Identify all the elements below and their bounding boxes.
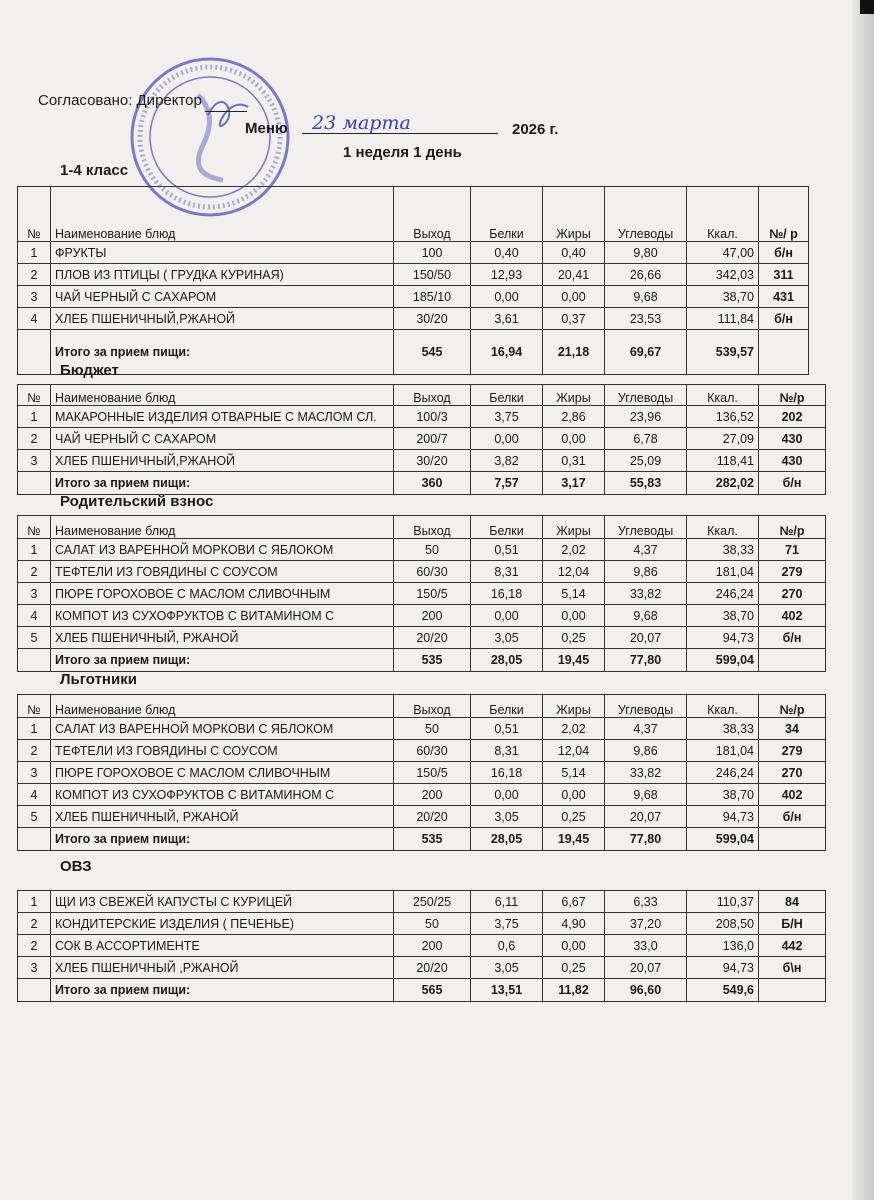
table-cell: ЧАЙ ЧЕРНЫЙ С САХАРОМ bbox=[51, 428, 394, 450]
table-cell: 1 bbox=[18, 242, 51, 264]
table-header-row bbox=[18, 385, 826, 406]
table-cell: 20/20 bbox=[394, 627, 471, 649]
table-cell: 0,25 bbox=[543, 627, 605, 649]
table-row bbox=[18, 740, 826, 762]
week-day-label: 1 неделя 1 день bbox=[343, 144, 462, 161]
table-cell: 539,57 bbox=[687, 330, 759, 375]
table-total-row bbox=[18, 828, 826, 851]
table-row bbox=[18, 428, 826, 450]
table-row bbox=[18, 583, 826, 605]
table-cell: 19,45 bbox=[543, 828, 605, 851]
table-cell: 0,00 bbox=[471, 605, 543, 627]
table-cell: КОМПОТ ИЗ СУХОФРУКТОВ С ВИТАМИНОМ С bbox=[51, 605, 394, 627]
table-cell: 282,02 bbox=[687, 472, 759, 495]
table-total-row bbox=[18, 649, 826, 672]
table-cell: 20,41 bbox=[543, 264, 605, 286]
table-cell: 246,24 bbox=[687, 583, 759, 605]
table-row bbox=[18, 561, 826, 583]
table-cell: 200 bbox=[394, 605, 471, 627]
table-cell: 50 bbox=[394, 539, 471, 561]
table-cell: ХЛЕБ ПШЕНИЧНЫЙ, РЖАНОЙ bbox=[51, 806, 394, 828]
table-cell: 208,50 bbox=[687, 913, 759, 935]
section-title: Бюджет bbox=[60, 362, 119, 379]
table-cell: 12,04 bbox=[543, 561, 605, 583]
table-cell: №/р bbox=[759, 695, 826, 718]
table-cell: б/н bbox=[759, 242, 809, 264]
table-cell: 311 bbox=[759, 264, 809, 286]
table-cell: 202 bbox=[759, 406, 826, 428]
table-cell: 0,00 bbox=[543, 935, 605, 957]
table-row bbox=[18, 627, 826, 649]
table-cell: 111,84 bbox=[687, 308, 759, 330]
table-cell: 6,67 bbox=[543, 891, 605, 913]
table-cell: 150/5 bbox=[394, 583, 471, 605]
table-cell: 20,07 bbox=[605, 806, 687, 828]
table-cell: САЛАТ ИЗ ВАРЕННОЙ МОРКОВИ С ЯБЛОКОМ bbox=[51, 718, 394, 740]
table-cell: 3 bbox=[18, 762, 51, 784]
table-cell: 181,04 bbox=[687, 740, 759, 762]
table-cell: 4,37 bbox=[605, 539, 687, 561]
table-cell bbox=[18, 828, 51, 851]
table-total-row bbox=[18, 472, 826, 495]
table-cell: 77,80 bbox=[605, 649, 687, 672]
table-cell: 0,00 bbox=[543, 605, 605, 627]
table-cell: 55,83 bbox=[605, 472, 687, 495]
table-cell: 4 bbox=[18, 308, 51, 330]
table-cell: 9,86 bbox=[605, 740, 687, 762]
table-cell: 33,82 bbox=[605, 762, 687, 784]
table-cell: 2 bbox=[18, 428, 51, 450]
table-cell: Углеводы bbox=[605, 385, 687, 406]
table-cell: 118,41 bbox=[687, 450, 759, 472]
table-cell: 279 bbox=[759, 561, 826, 583]
table-cell: 33,0 bbox=[605, 935, 687, 957]
menu-table bbox=[17, 186, 809, 375]
table-cell: 100 bbox=[394, 242, 471, 264]
table-cell: 2,02 bbox=[543, 718, 605, 740]
table-cell: 0,00 bbox=[471, 428, 543, 450]
table-cell: 549,6 bbox=[687, 979, 759, 1002]
table-cell: 4 bbox=[18, 605, 51, 627]
table-cell: 360 bbox=[394, 472, 471, 495]
table-cell: 1 bbox=[18, 718, 51, 740]
table-row bbox=[18, 286, 809, 308]
table-cell: б/н bbox=[759, 472, 826, 495]
table-cell: 200/7 bbox=[394, 428, 471, 450]
table-cell: б/н bbox=[759, 806, 826, 828]
menu-table bbox=[17, 384, 826, 495]
table-cell: ХЛЕБ ПШЕНИЧНЫЙ ,РЖАНОЙ bbox=[51, 957, 394, 979]
table-row bbox=[18, 806, 826, 828]
table-row bbox=[18, 605, 826, 627]
table-cell: 0,00 bbox=[543, 428, 605, 450]
table-row bbox=[18, 957, 826, 979]
table-cell: 0,00 bbox=[471, 784, 543, 806]
section-title: Льготники bbox=[60, 671, 137, 688]
table-cell bbox=[759, 330, 809, 375]
table-cell: 30/20 bbox=[394, 308, 471, 330]
table-cell: 11,82 bbox=[543, 979, 605, 1002]
table-cell: ПЮРЕ ГОРОХОВОЕ С МАСЛОМ СЛИВОЧНЫМ bbox=[51, 583, 394, 605]
table-cell: 250/25 bbox=[394, 891, 471, 913]
table-cell: 100/3 bbox=[394, 406, 471, 428]
table-cell: 0,6 bbox=[471, 935, 543, 957]
table-cell: 30/20 bbox=[394, 450, 471, 472]
table-cell bbox=[759, 979, 826, 1002]
table-cell: 38,33 bbox=[687, 539, 759, 561]
table-cell: 96,60 bbox=[605, 979, 687, 1002]
table-cell: № bbox=[18, 516, 51, 539]
table-cell: ПЮРЕ ГОРОХОВОЕ С МАСЛОМ СЛИВОЧНЫМ bbox=[51, 762, 394, 784]
table-header-row bbox=[18, 516, 826, 539]
table-cell: 94,73 bbox=[687, 627, 759, 649]
table-cell: 270 bbox=[759, 583, 826, 605]
table-cell: 0,37 bbox=[543, 308, 605, 330]
table-cell: 150/50 bbox=[394, 264, 471, 286]
table-total-row bbox=[18, 979, 826, 1002]
table-cell: 50 bbox=[394, 718, 471, 740]
table-cell: 23,96 bbox=[605, 406, 687, 428]
table-cell: 136,0 bbox=[687, 935, 759, 957]
table-cell: ТЕФТЕЛИ ИЗ ГОВЯДИНЫ С СОУСОМ bbox=[51, 740, 394, 762]
table-cell: СОК В АССОРТИМЕНТЕ bbox=[51, 935, 394, 957]
menu-table bbox=[17, 890, 826, 1002]
table-cell: Выход bbox=[394, 187, 471, 242]
table-cell: Углеводы bbox=[605, 187, 687, 242]
table-cell: 38,33 bbox=[687, 718, 759, 740]
table-cell: 200 bbox=[394, 784, 471, 806]
table-cell: ЩИ ИЗ СВЕЖЕЙ КАПУСТЫ С КУРИЦЕЙ bbox=[51, 891, 394, 913]
table-cell: КОМПОТ ИЗ СУХОФРУКТОВ С ВИТАМИНОМ С bbox=[51, 784, 394, 806]
table-cell: 3 bbox=[18, 583, 51, 605]
table-cell: Ккал. bbox=[687, 516, 759, 539]
table-cell: 270 bbox=[759, 762, 826, 784]
approval-label: Согласовано: Директор bbox=[38, 92, 202, 109]
table-cell: 545 bbox=[394, 330, 471, 375]
menu-table bbox=[17, 694, 826, 851]
table-cell: 9,68 bbox=[605, 286, 687, 308]
table-cell: Ккал. bbox=[687, 695, 759, 718]
table-cell: 565 bbox=[394, 979, 471, 1002]
table-cell: 25,09 bbox=[605, 450, 687, 472]
table-cell: Итого за прием пищи: bbox=[51, 649, 394, 672]
table-cell bbox=[18, 649, 51, 672]
table-cell: 2 bbox=[18, 561, 51, 583]
table-cell: 430 bbox=[759, 450, 826, 472]
table-cell: 2 bbox=[18, 740, 51, 762]
menu-table bbox=[17, 515, 826, 672]
table-cell: 94,73 bbox=[687, 957, 759, 979]
table-cell: 3,17 bbox=[543, 472, 605, 495]
menu-label: Меню bbox=[245, 120, 288, 137]
table-row bbox=[18, 784, 826, 806]
table-cell: 2 bbox=[18, 913, 51, 935]
table-cell: ТЕФТЕЛИ ИЗ ГОВЯДИНЫ С СОУСОМ bbox=[51, 561, 394, 583]
table-cell: 3 bbox=[18, 450, 51, 472]
table-cell: 3 bbox=[18, 957, 51, 979]
table-cell: 1 bbox=[18, 406, 51, 428]
table-cell: Белки bbox=[471, 187, 543, 242]
table-cell: 6,78 bbox=[605, 428, 687, 450]
table-row bbox=[18, 718, 826, 740]
table-cell: 535 bbox=[394, 828, 471, 851]
table-cell: б/н bbox=[759, 627, 826, 649]
table-row bbox=[18, 308, 809, 330]
table-cell: 3,82 bbox=[471, 450, 543, 472]
table-cell: 60/30 bbox=[394, 561, 471, 583]
table-cell: 599,04 bbox=[687, 828, 759, 851]
table-row bbox=[18, 762, 826, 784]
table-row bbox=[18, 539, 826, 561]
table-cell: 3,75 bbox=[471, 913, 543, 935]
table-cell: Жиры bbox=[543, 695, 605, 718]
table-cell: №/ р bbox=[759, 187, 809, 242]
table-cell: 34 bbox=[759, 718, 826, 740]
year-label: 2026 г. bbox=[512, 121, 559, 138]
table-cell: 37,20 bbox=[605, 913, 687, 935]
table-cell: 3,05 bbox=[471, 806, 543, 828]
table-cell: 12,04 bbox=[543, 740, 605, 762]
table-cell: 0,51 bbox=[471, 539, 543, 561]
table-row bbox=[18, 406, 826, 428]
table-cell: Итого за прием пищи: bbox=[51, 828, 394, 851]
table-cell: 5,14 bbox=[543, 762, 605, 784]
table-cell: ХЛЕБ ПШЕНИЧНЫЙ,РЖАНОЙ bbox=[51, 450, 394, 472]
table-header-row bbox=[18, 187, 809, 242]
scan-corner bbox=[860, 0, 874, 14]
table-cell: МАКАРОННЫЕ ИЗДЕЛИЯ ОТВАРНЫЕ С МАСЛОМ СЛ. bbox=[51, 406, 394, 428]
table-cell: № bbox=[18, 695, 51, 718]
page-edge bbox=[852, 0, 874, 1200]
table-cell: 69,67 bbox=[605, 330, 687, 375]
table-cell: Белки bbox=[471, 516, 543, 539]
table-cell: 8,31 bbox=[471, 561, 543, 583]
table-cell: 20,07 bbox=[605, 957, 687, 979]
table-cell: № bbox=[18, 187, 51, 242]
table-cell: 50 bbox=[394, 913, 471, 935]
table-total-row bbox=[18, 330, 809, 375]
table-cell bbox=[18, 330, 51, 375]
table-cell: 12,93 bbox=[471, 264, 543, 286]
handwritten-date: 23 марта bbox=[302, 112, 498, 134]
table-cell: Наименование блюд bbox=[51, 695, 394, 718]
table-cell: 4,37 bbox=[605, 718, 687, 740]
table-cell: 28,05 bbox=[471, 649, 543, 672]
table-cell: 16,18 bbox=[471, 583, 543, 605]
table-cell: 136,52 bbox=[687, 406, 759, 428]
table-cell: ПЛОВ ИЗ ПТИЦЫ ( ГРУДКА КУРИНАЯ) bbox=[51, 264, 394, 286]
table-cell: Выход bbox=[394, 516, 471, 539]
table-row bbox=[18, 242, 809, 264]
section-title: 1-4 класс bbox=[60, 162, 129, 179]
table-cell bbox=[759, 828, 826, 851]
table-cell: 7,57 bbox=[471, 472, 543, 495]
table-cell: Жиры bbox=[543, 385, 605, 406]
table-cell: 5,14 bbox=[543, 583, 605, 605]
table-cell: Итого за прием пищи: bbox=[51, 472, 394, 495]
table-cell: 9,80 bbox=[605, 242, 687, 264]
table-cell: Белки bbox=[471, 385, 543, 406]
table-cell: 402 bbox=[759, 605, 826, 627]
table-cell: 0,00 bbox=[471, 286, 543, 308]
table-cell: 16,94 bbox=[471, 330, 543, 375]
table-cell: 21,18 bbox=[543, 330, 605, 375]
table-cell: 2,02 bbox=[543, 539, 605, 561]
table-cell: САЛАТ ИЗ ВАРЕННОЙ МОРКОВИ С ЯБЛОКОМ bbox=[51, 539, 394, 561]
table-cell: Выход bbox=[394, 385, 471, 406]
table-cell: 16,18 bbox=[471, 762, 543, 784]
table-cell: 402 bbox=[759, 784, 826, 806]
table-cell: 0,00 bbox=[543, 286, 605, 308]
table-cell: Ккал. bbox=[687, 385, 759, 406]
table-cell: Б/Н bbox=[759, 913, 826, 935]
table-cell: 3,61 bbox=[471, 308, 543, 330]
table-cell: 5 bbox=[18, 627, 51, 649]
table-cell: Итого за прием пищи: bbox=[51, 330, 394, 375]
table-cell: Наименование блюд bbox=[51, 385, 394, 406]
table-cell: 279 bbox=[759, 740, 826, 762]
table-cell: 4,90 bbox=[543, 913, 605, 935]
table-cell bbox=[759, 649, 826, 672]
table-cell: 77,80 bbox=[605, 828, 687, 851]
table-cell: 26,66 bbox=[605, 264, 687, 286]
table-cell: 185/10 bbox=[394, 286, 471, 308]
table-cell: 38,70 bbox=[687, 605, 759, 627]
table-cell: 0,00 bbox=[543, 784, 605, 806]
signature-line bbox=[205, 111, 247, 112]
table-cell: 2 bbox=[18, 264, 51, 286]
table-cell: 430 bbox=[759, 428, 826, 450]
table-cell: №/р bbox=[759, 516, 826, 539]
table-cell: 8,31 bbox=[471, 740, 543, 762]
table-cell: Углеводы bbox=[605, 695, 687, 718]
table-cell: Итого за прием пищи: bbox=[51, 979, 394, 1002]
table-cell: 20/20 bbox=[394, 957, 471, 979]
table-cell: Наименование блюд bbox=[51, 516, 394, 539]
table-cell: 3 bbox=[18, 286, 51, 308]
table-row bbox=[18, 450, 826, 472]
table-cell: 6,33 bbox=[605, 891, 687, 913]
table-cell bbox=[18, 472, 51, 495]
table-cell: 1 bbox=[18, 539, 51, 561]
table-row bbox=[18, 264, 809, 286]
table-cell: 0,40 bbox=[471, 242, 543, 264]
table-cell: Белки bbox=[471, 695, 543, 718]
table-row bbox=[18, 935, 826, 957]
table-cell: 2 bbox=[18, 935, 51, 957]
table-row bbox=[18, 913, 826, 935]
table-cell: №/р bbox=[759, 385, 826, 406]
table-cell: ХЛЕБ ПШЕНИЧНЫЙ, РЖАНОЙ bbox=[51, 627, 394, 649]
table-cell: 150/5 bbox=[394, 762, 471, 784]
table-cell: ФРУКТЫ bbox=[51, 242, 394, 264]
table-cell: 3,75 bbox=[471, 406, 543, 428]
table-cell: 33,82 bbox=[605, 583, 687, 605]
table-cell: 9,68 bbox=[605, 784, 687, 806]
table-header-row bbox=[18, 695, 826, 718]
table-cell: 599,04 bbox=[687, 649, 759, 672]
table-cell: 2,86 bbox=[543, 406, 605, 428]
table-cell: 442 bbox=[759, 935, 826, 957]
table-cell: 20/20 bbox=[394, 806, 471, 828]
table-cell: 0,25 bbox=[543, 957, 605, 979]
table-cell: Углеводы bbox=[605, 516, 687, 539]
table-cell: Выход bbox=[394, 695, 471, 718]
table-cell: 71 bbox=[759, 539, 826, 561]
table-cell: 181,04 bbox=[687, 561, 759, 583]
section-title: Родительский взнос bbox=[60, 493, 214, 510]
table-row bbox=[18, 891, 826, 913]
table-cell: Ккал. bbox=[687, 187, 759, 242]
table-cell: 110,37 bbox=[687, 891, 759, 913]
table-cell: 9,86 bbox=[605, 561, 687, 583]
table-cell: 84 bbox=[759, 891, 826, 913]
table-cell: 6,11 bbox=[471, 891, 543, 913]
table-cell: 431 bbox=[759, 286, 809, 308]
table-cell: 0,25 bbox=[543, 806, 605, 828]
table-cell: 60/30 bbox=[394, 740, 471, 762]
table-cell: 0,31 bbox=[543, 450, 605, 472]
table-cell: 3,05 bbox=[471, 957, 543, 979]
table-cell: 9,68 bbox=[605, 605, 687, 627]
table-cell: б/н bbox=[759, 308, 809, 330]
table-cell: 3,05 bbox=[471, 627, 543, 649]
table-cell: 38,70 bbox=[687, 784, 759, 806]
table-cell: 13,51 bbox=[471, 979, 543, 1002]
table-cell: 28,05 bbox=[471, 828, 543, 851]
table-cell: 47,00 bbox=[687, 242, 759, 264]
table-cell: КОНДИТЕРСКИЕ ИЗДЕЛИЯ ( ПЕЧЕНЬЕ) bbox=[51, 913, 394, 935]
table-cell: 27,09 bbox=[687, 428, 759, 450]
table-cell: Жиры bbox=[543, 516, 605, 539]
table-cell: 342,03 bbox=[687, 264, 759, 286]
table-cell: 94,73 bbox=[687, 806, 759, 828]
table-cell: 0,40 bbox=[543, 242, 605, 264]
table-cell bbox=[18, 979, 51, 1002]
table-cell: 4 bbox=[18, 784, 51, 806]
table-cell: № bbox=[18, 385, 51, 406]
table-cell: 535 bbox=[394, 649, 471, 672]
table-cell: Жиры bbox=[543, 187, 605, 242]
table-cell: ХЛЕБ ПШЕНИЧНЫЙ,РЖАНОЙ bbox=[51, 308, 394, 330]
table-cell: б\н bbox=[759, 957, 826, 979]
table-cell: ЧАЙ ЧЕРНЫЙ С САХАРОМ bbox=[51, 286, 394, 308]
table-cell: 23,53 bbox=[605, 308, 687, 330]
table-cell: 1 bbox=[18, 891, 51, 913]
table-cell: 0,51 bbox=[471, 718, 543, 740]
table-cell: 5 bbox=[18, 806, 51, 828]
table-cell: 246,24 bbox=[687, 762, 759, 784]
table-cell: 20,07 bbox=[605, 627, 687, 649]
table-cell: 38,70 bbox=[687, 286, 759, 308]
table-cell: Наименование блюд bbox=[51, 187, 394, 242]
section-title: ОВЗ bbox=[60, 858, 92, 875]
table-cell: 19,45 bbox=[543, 649, 605, 672]
table-cell: 200 bbox=[394, 935, 471, 957]
